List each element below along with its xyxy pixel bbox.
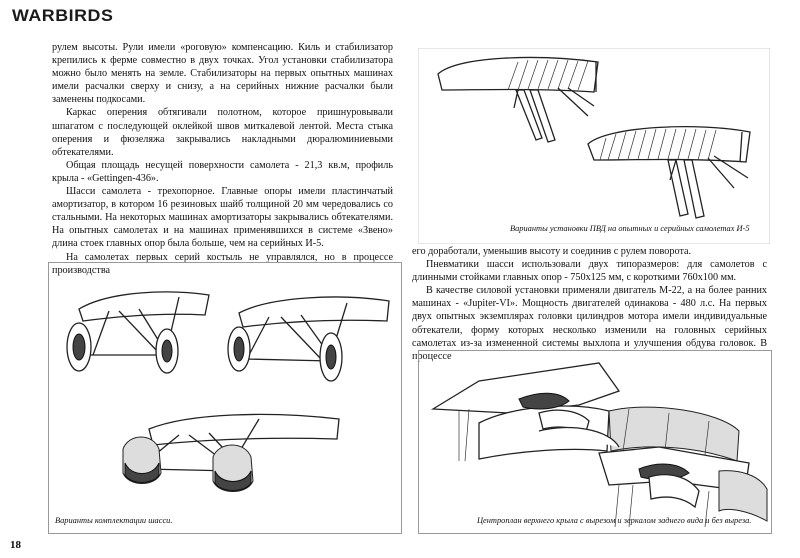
pvd-drawing <box>418 48 770 244</box>
centerplane-view-no-cutout <box>599 447 767 527</box>
chassis-variant-2 <box>228 297 389 381</box>
centerplane-caption: Центроплан верхнего крыла с вырезом и зеркалом заднего вида и без выреза. <box>477 516 752 525</box>
centerplane-view-cutout <box>433 363 739 461</box>
chassis-drawing <box>49 263 401 533</box>
paragraph: Пневматики шасси использовали двух типоразмеров: для самолетов с длинными стойками главных опор - 750х125 мм, с короткими 760х100 мм. <box>412 259 767 284</box>
paragraph: Шасси самолета - трехопорное. Главные опоры имели пластинчатый амортизатор, в котором 16 резиновых шайб толщиной 20 мм чередовались со стальными. На некоторых машинах амортизаторы закрывались обтекателями. На опытных самолетах и на машинах применявшихся в системе «Звено» длина стоек главных опор была больше, чем на серийных И-5. <box>52 186 393 250</box>
left-text-column <box>52 41 393 277</box>
chassis-figure <box>48 262 402 534</box>
chassis-variant-1 <box>67 292 209 373</box>
paragraph: его доработали, уменьшив высоту и соединив с рулем поворота. <box>412 246 692 257</box>
paragraph: Каркас оперения обтягивали полотном, которое пришнуровывали шпагатом с последующей оклейкой швов миткалевой лентой. Места стыка оперения и фюзеляжа закрывались накладными дюралюминиевыми обтекателями. <box>52 107 393 158</box>
paragraph: В качестве силовой установки применяли двигатель М-22, а на более ранних машинах - «Jupiter-VI». Мощность двигателей одинакова - 480 л.с. На первых двух опытных экземплярах головки цилиндров мотора имели индивидуальные обтекатели, форму которых несколько изменили на головных серийных самолетах из-за измененной системы выхлопа и улучшения обдува головок. В процессе <box>412 285 767 362</box>
chassis-variant-3 <box>123 414 339 491</box>
pvd-figure <box>418 48 770 244</box>
paragraph: рулем высоты. Рули имели «роговую» компенсацию. Киль и стабилизатор крепились к ферме совместно в двух точках. Угол установки стабилизатора можно было менять на земле. Стабилизаторы на первых опытных машинах имели расчалки сверху и снизу, а на серийных нижние расчалки были заменены подкосами. <box>52 42 393 106</box>
page-number: 18 <box>10 539 21 551</box>
pvd-caption: Варианты установки ПВД на опытных и серийных самолетах И-5 <box>510 224 750 233</box>
centerplane-drawing <box>419 351 771 533</box>
right-text-column <box>412 245 767 363</box>
paragraph: Общая площадь несущей поверхности самолета - 21,3 кв.м, профиль крыла - «Gettingen-436». <box>52 159 393 184</box>
centerplane-figure <box>418 350 772 534</box>
paragraph: На самолетах первых серий костыль не управлялся, но в процессе производства <box>52 251 393 276</box>
magazine-title: WARBIRDS <box>12 6 114 25</box>
chassis-caption: Варианты комплектации шасси. <box>55 516 173 525</box>
